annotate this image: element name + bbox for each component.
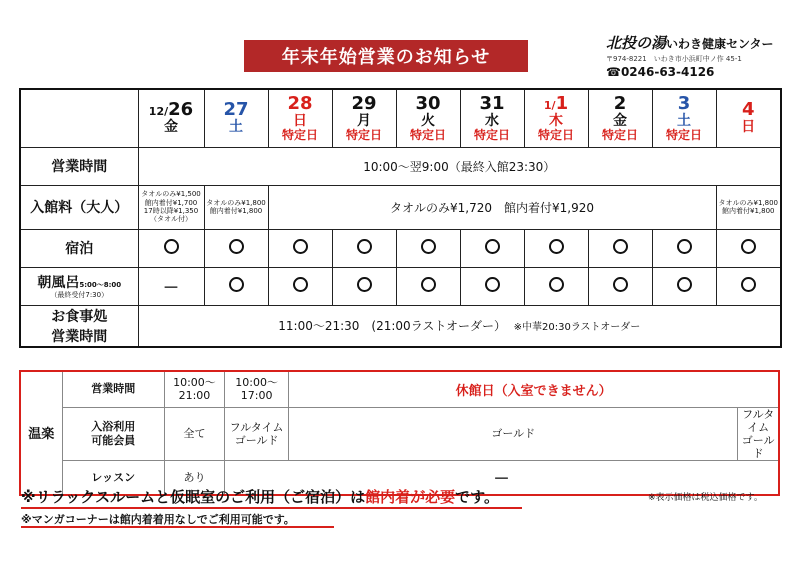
day-col-1 bbox=[204, 89, 268, 147]
day-date: 3 bbox=[677, 93, 691, 115]
restaurant-label bbox=[20, 305, 138, 347]
day-col-6 bbox=[524, 89, 588, 147]
circle-mark-icon bbox=[293, 239, 308, 254]
restaurant-row bbox=[20, 305, 781, 347]
onsen-lesson-day1: あり bbox=[164, 461, 224, 495]
facility-logo bbox=[606, 32, 786, 79]
stay-mark bbox=[524, 229, 588, 267]
onsen-closed-notice: 休館日（入室できません） bbox=[289, 371, 779, 407]
stay-mark bbox=[588, 229, 652, 267]
day-weekday: 土 bbox=[677, 113, 691, 130]
circle-mark-icon bbox=[357, 277, 372, 292]
circle-mark-icon bbox=[613, 277, 628, 292]
onsen-members-middle: ゴールド bbox=[289, 407, 738, 461]
day-col-8 bbox=[652, 89, 716, 147]
day-weekday: 水 bbox=[485, 113, 499, 130]
onsen-members-label bbox=[62, 407, 164, 461]
morning-bath-mark bbox=[716, 267, 781, 305]
day-col-2 bbox=[268, 89, 332, 147]
stay-label: 宿泊 bbox=[20, 229, 138, 267]
onsen-members-line: フルタイム bbox=[742, 407, 775, 434]
onsen-hours-line: 10:00～ bbox=[235, 376, 278, 390]
circle-mark-icon bbox=[677, 277, 692, 292]
day-col-4 bbox=[396, 89, 460, 147]
morning-bath-label bbox=[20, 267, 138, 305]
hours-row bbox=[20, 147, 781, 185]
day-date: 28 bbox=[287, 93, 313, 115]
onsen-label: 温楽 bbox=[20, 371, 62, 495]
admission-special-days: タオルのみ¥1,720 館内着付¥1,920 bbox=[268, 185, 716, 229]
onsen-members-line: フルタイム bbox=[229, 420, 284, 434]
facility-tel: ☎0246-63-4126 bbox=[606, 65, 715, 79]
restaurant-value bbox=[138, 305, 781, 347]
onsen-members-last bbox=[738, 407, 779, 461]
morning-bath-mark bbox=[652, 267, 716, 305]
notice-manga-corner: ※マンガコーナーは館内着着用なしでご利用可能です。 bbox=[21, 513, 295, 526]
onsen-members-line: ゴールド bbox=[234, 433, 279, 447]
admission-line: 館内着付¥1,800 bbox=[209, 207, 263, 215]
morning-bath-mark bbox=[332, 267, 396, 305]
restaurant-note: ※中華20:30ラストオーダー bbox=[513, 322, 641, 334]
day-weekday: 日 bbox=[293, 113, 307, 130]
circle-mark-icon bbox=[741, 239, 756, 254]
day-weekday: 火 bbox=[421, 113, 435, 130]
hours-value: 10:00～翌9:00（最終入館23:30） bbox=[138, 147, 781, 185]
onsen-members-label-line: 入浴利用 bbox=[91, 420, 136, 434]
morning-bath-row bbox=[20, 267, 781, 305]
stay-mark bbox=[268, 229, 332, 267]
admission-day2 bbox=[204, 185, 268, 229]
day-prefix: 12/ bbox=[148, 105, 169, 119]
day-weekday: 木 bbox=[549, 113, 563, 130]
stay-mark bbox=[396, 229, 460, 267]
day-col-7 bbox=[588, 89, 652, 147]
circle-mark-icon bbox=[421, 277, 436, 292]
morning-bath-time: 5:00～8:00 bbox=[79, 281, 122, 289]
day-weekday: 月 bbox=[357, 113, 371, 130]
stay-mark bbox=[652, 229, 716, 267]
circle-mark-icon bbox=[485, 277, 500, 292]
restaurant-hours: 11:00～21:30 (21:00ラストオーダー） bbox=[278, 319, 506, 334]
day-weekday: 土 bbox=[229, 119, 243, 136]
circle-mark-icon bbox=[357, 239, 372, 254]
day-prefix: 1/ bbox=[543, 99, 556, 113]
facility-brand: 北投の湯 bbox=[606, 34, 667, 52]
onsen-hours-line: 10:00～ bbox=[173, 376, 216, 390]
restaurant-label-line2: 営業時間 bbox=[51, 328, 108, 345]
day-special: 特定日 bbox=[473, 127, 510, 142]
onsen-members-label-line: 可能会員 bbox=[91, 433, 136, 447]
day-special: 特定日 bbox=[665, 127, 702, 142]
schedule-table bbox=[19, 88, 782, 348]
stay-mark bbox=[716, 229, 781, 267]
stay-mark bbox=[138, 229, 204, 267]
onsen-lesson-label: レッスン bbox=[62, 461, 164, 495]
onsen-members-day1: 全て bbox=[164, 407, 224, 461]
admission-line: （タオル付） bbox=[150, 215, 192, 224]
morning-bath-mark bbox=[396, 267, 460, 305]
day-special: 特定日 bbox=[409, 127, 446, 142]
admission-line: 17時以降¥1,350 bbox=[143, 207, 199, 215]
admission-row bbox=[20, 185, 781, 229]
admission-day1 bbox=[138, 185, 204, 229]
day-col-0 bbox=[138, 89, 204, 147]
morning-bath-title: 朝風呂 bbox=[37, 275, 80, 291]
notice-underline bbox=[21, 526, 334, 528]
onsen-members-line: ゴールド bbox=[741, 433, 775, 461]
admission-label: 入館料（大人） bbox=[20, 185, 138, 229]
notice-nightwear-text: ※リラックスルームと仮眠室のご利用（ご宿泊）は bbox=[21, 488, 366, 506]
admission-line: タオルのみ¥1,500 bbox=[141, 190, 201, 199]
circle-mark-icon bbox=[421, 239, 436, 254]
day-col-3 bbox=[332, 89, 396, 147]
morning-bath-mark bbox=[268, 267, 332, 305]
circle-mark-icon bbox=[229, 239, 244, 254]
onsen-hours-day1 bbox=[164, 371, 224, 407]
day-date: 2 bbox=[613, 93, 627, 115]
hours-label: 営業時間 bbox=[20, 147, 138, 185]
circle-mark-icon bbox=[293, 277, 308, 292]
onsen-table bbox=[19, 370, 780, 496]
morning-bath-last-entry: （最終受付7:30） bbox=[50, 291, 109, 299]
stay-row bbox=[20, 229, 781, 267]
morning-bath-day1 bbox=[138, 267, 204, 305]
page-title: 年末年始営業のお知らせ bbox=[244, 40, 528, 72]
circle-mark-icon bbox=[677, 239, 692, 254]
admission-line: 館内着付¥1,700 bbox=[144, 198, 198, 207]
onsen-members-day2 bbox=[225, 407, 289, 461]
admission-last-day bbox=[716, 185, 781, 229]
day-date: 31 bbox=[479, 93, 505, 115]
day-col-9 bbox=[716, 89, 781, 147]
notice-underline bbox=[21, 507, 522, 509]
day-special: 特定日 bbox=[281, 127, 318, 142]
notice-nightwear-highlight: 館内着が必要 bbox=[365, 488, 456, 506]
notice-nightwear-tail: です。 bbox=[455, 488, 499, 506]
facility-name: いわき健康センター bbox=[666, 37, 774, 51]
stay-mark bbox=[332, 229, 396, 267]
onsen-hours-day2 bbox=[225, 371, 289, 407]
day-weekday: 金 bbox=[613, 113, 627, 130]
stay-mark bbox=[204, 229, 268, 267]
stay-mark bbox=[460, 229, 524, 267]
facility-address: 〒974-8221 いわき市小浜町中ノ作 45-1 bbox=[606, 55, 742, 63]
onsen-hours-line: 17:00 bbox=[240, 389, 273, 403]
circle-mark-icon bbox=[549, 239, 564, 254]
circle-mark-icon bbox=[229, 277, 244, 292]
onsen-hours-row bbox=[20, 371, 779, 407]
date-header-row bbox=[20, 89, 781, 147]
circle-mark-icon bbox=[613, 239, 628, 254]
day-date: 1 bbox=[555, 93, 569, 115]
admission-line: タオルのみ¥1,800 bbox=[206, 198, 266, 207]
day-date: 4 bbox=[741, 99, 755, 121]
day-date: 26 bbox=[168, 99, 194, 121]
circle-mark-icon bbox=[164, 239, 179, 254]
day-special: 特定日 bbox=[345, 127, 382, 142]
day-date: 29 bbox=[351, 93, 377, 115]
tax-note: ※表示価格は税込価格です。 bbox=[648, 493, 763, 503]
morning-bath-mark bbox=[460, 267, 524, 305]
circle-mark-icon bbox=[549, 277, 564, 292]
circle-mark-icon bbox=[485, 239, 500, 254]
day-date: 30 bbox=[415, 93, 441, 115]
admission-line: タオルのみ¥1,800 bbox=[718, 198, 778, 207]
day-col-5 bbox=[460, 89, 524, 147]
morning-bath-mark bbox=[524, 267, 588, 305]
onsen-lesson-rest: － bbox=[225, 461, 779, 495]
corner-cell bbox=[20, 89, 138, 147]
facility-name-line bbox=[606, 32, 786, 53]
morning-bath-mark bbox=[204, 267, 268, 305]
day-weekday: 日 bbox=[741, 119, 756, 136]
day-special: 特定日 bbox=[601, 127, 638, 142]
day-special: 特定日 bbox=[537, 127, 574, 142]
onsen-hours-line: 21:00 bbox=[178, 389, 211, 403]
day-weekday: 金 bbox=[164, 119, 178, 136]
admission-line: 館内着付¥1,800 bbox=[722, 207, 775, 215]
morning-bath-mark bbox=[588, 267, 652, 305]
dash-mark: － bbox=[162, 277, 179, 297]
onsen-hours-label: 営業時間 bbox=[62, 371, 164, 407]
circle-mark-icon bbox=[741, 277, 756, 292]
onsen-members-row bbox=[20, 407, 779, 461]
day-date: 27 bbox=[223, 99, 249, 121]
notice-nightwear bbox=[21, 486, 499, 507]
restaurant-label-line1: お食事処 bbox=[51, 308, 108, 325]
